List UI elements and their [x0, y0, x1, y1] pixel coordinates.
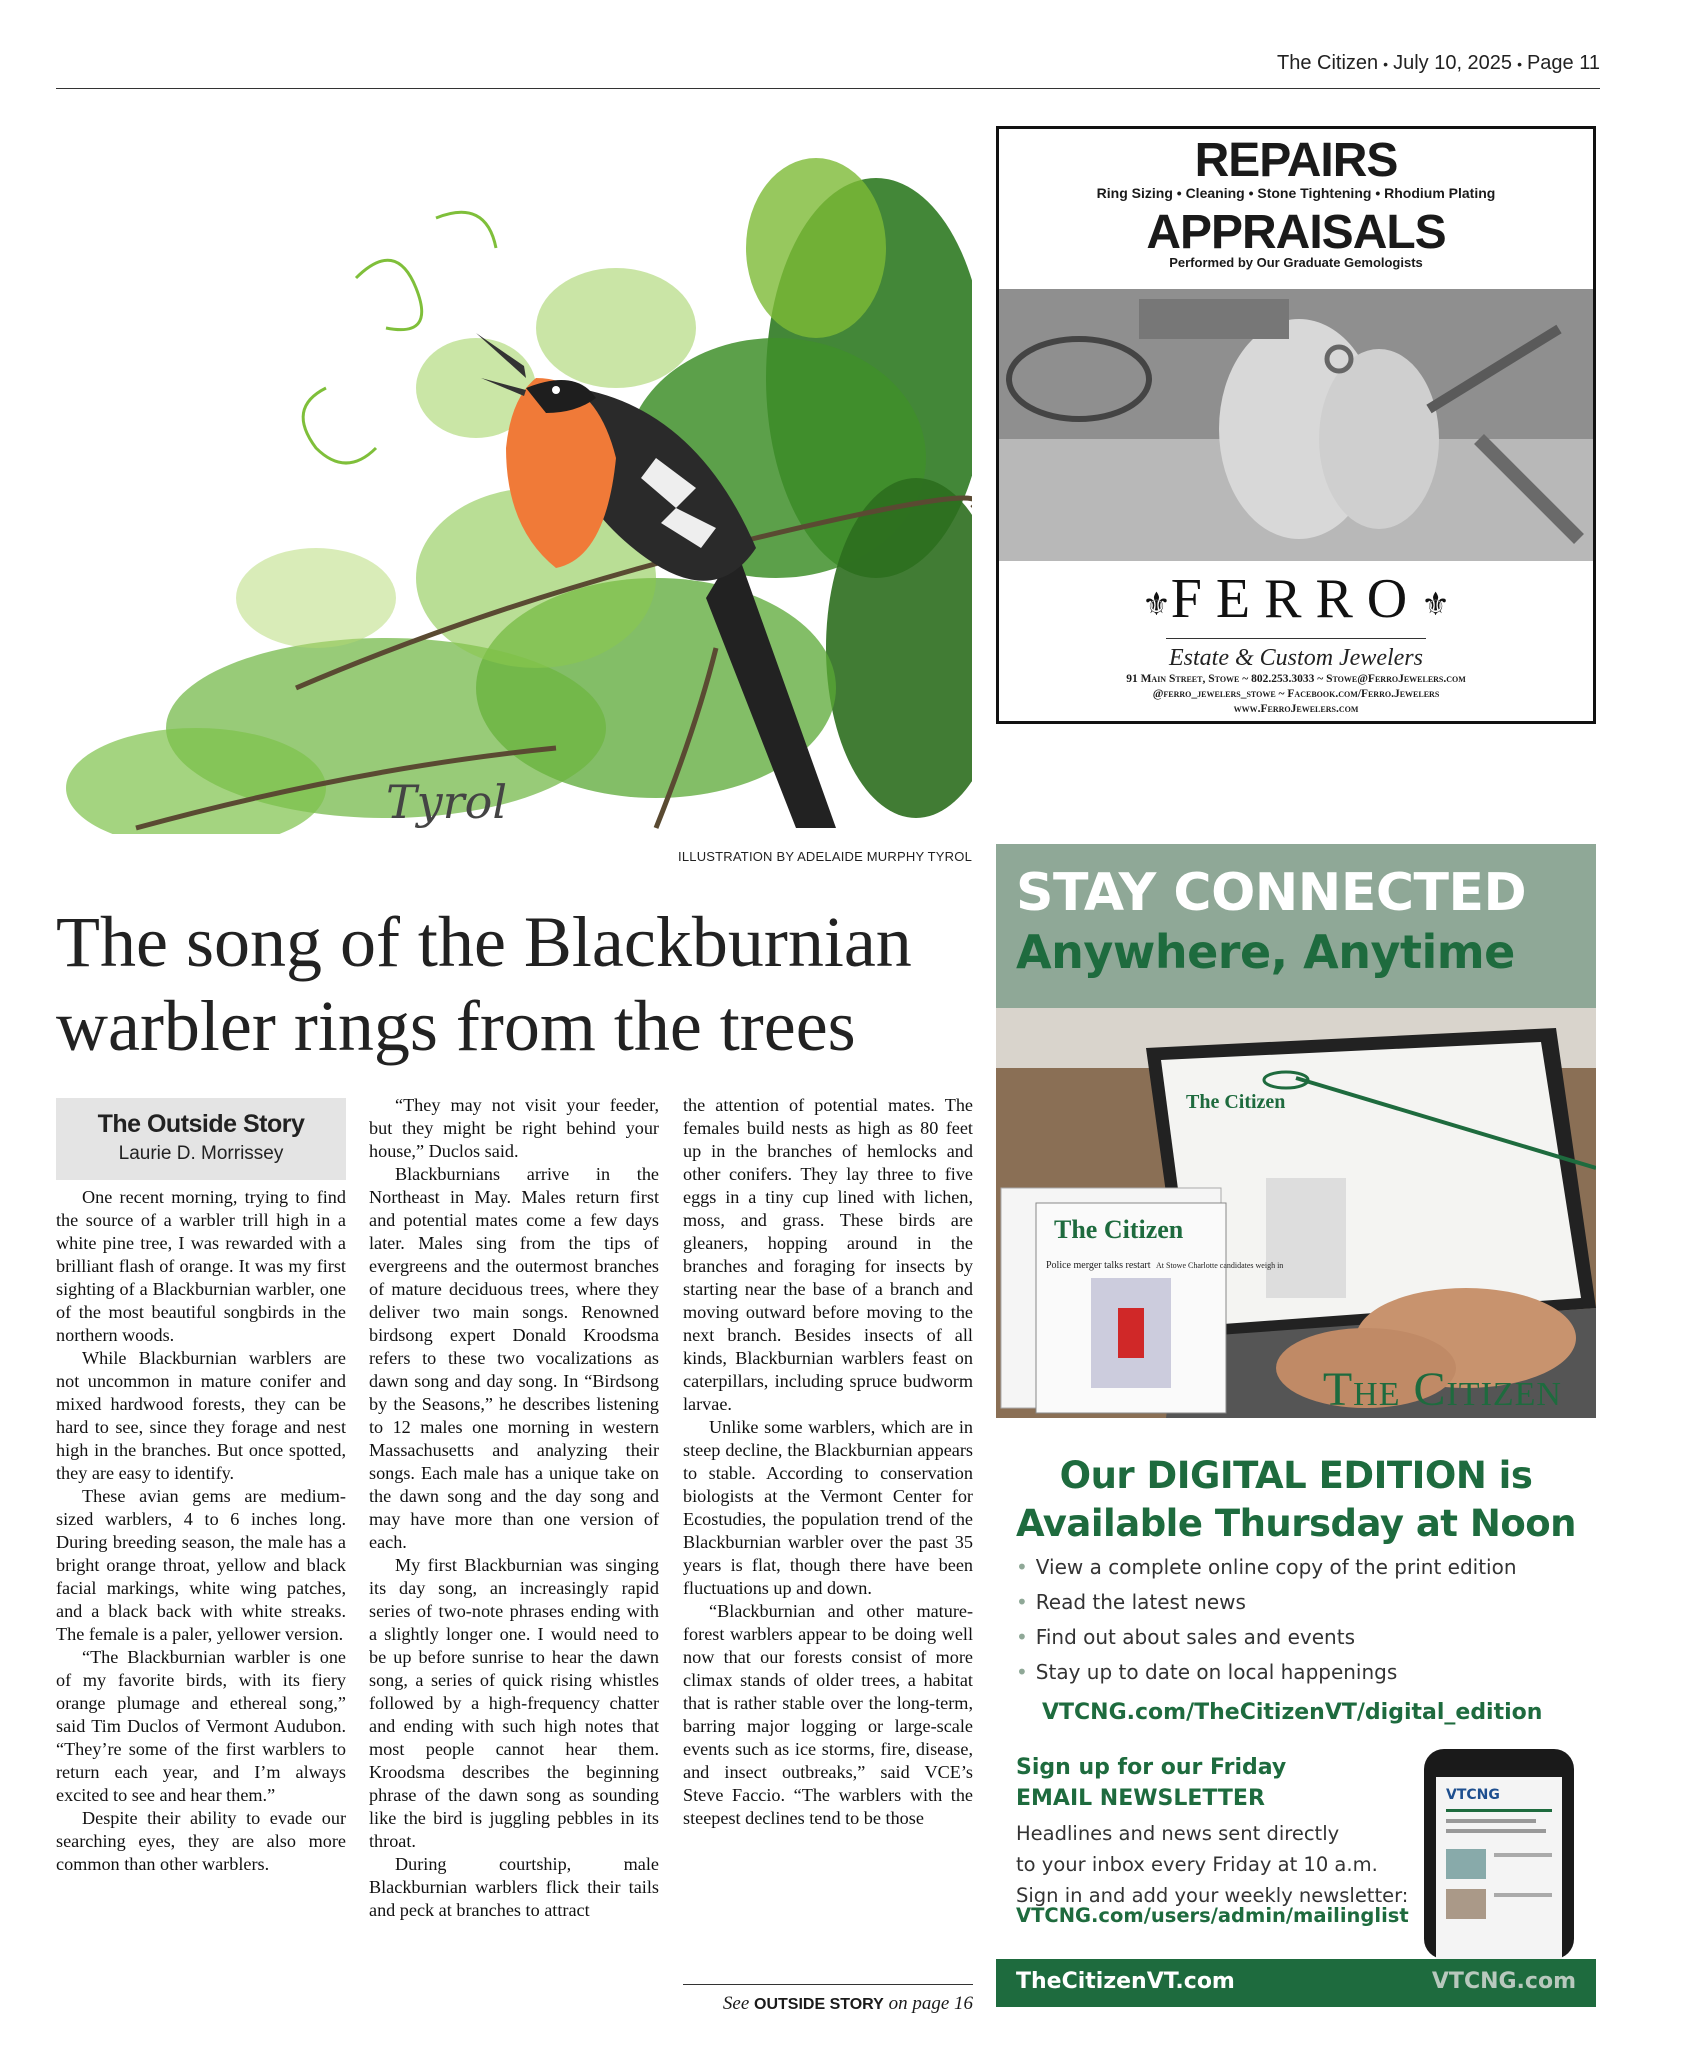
list-item: • View a complete online copy of the print edition — [1016, 1550, 1517, 1585]
ferro-logo: ⚜FERRO⚜ — [1142, 568, 1450, 630]
folio: The Citizen • July 10, 2025 • Page 11 — [1277, 52, 1600, 74]
paper-name: The Citizen — [1277, 52, 1379, 74]
paragraph: “Blackburnian and other mature-forest warblers appear to be doing well now that our forests consist of more climax stands of older trees, a habitat that is rather stable over the long-term, barring major logging or large-scale events such as ice storms, fire, disease, and insect outbreaks,” said VCE’s Steve Faccio. “The warblers with the steepest declines tend to be those — [683, 1601, 973, 1828]
page-header — [56, 50, 1600, 89]
appraisals-heading: APPRAISALS — [1146, 206, 1446, 259]
ferro-website[interactable]: www.FerroJewelers.com — [1233, 703, 1359, 716]
paragraph: During courtship, male Blackburnian warblers flick their tails and peck at branches to attract — [369, 1854, 659, 1920]
illustration-credit: ILLUSTRATION BY ADELAIDE MURPHY TYROL — [678, 849, 972, 864]
warbler-illustration — [56, 128, 972, 834]
services-list: Ring Sizing • Cleaning • Stone Tightening • Rhodium Plating — [1096, 185, 1496, 201]
phone-logo: VTCNG — [1446, 1787, 1500, 1803]
paragraph: While Blackburnian warblers are not uncommon in mature conifer and mixed hardwood forests, they can be hard to see, since they forage and nest high in the branches. But once spotted, they are easy to identify. — [56, 1348, 346, 1483]
ferro-brand-block — [999, 569, 1593, 717]
digital-benefits-list — [1016, 1550, 1517, 1690]
column-title: The Outside Story — [97, 1110, 305, 1138]
screen-logo: The Citizen — [1186, 1091, 1286, 1113]
paragraph: Blackburnians arrive in the Northeast in May. Males return first and potential mates come a few days later. Males sing from the tips of evergreens and the outermost branches of mature deciduous trees, where they deliver two main songs. Renowned birdsong expert Donald Kroodsma refers to these two vocalizations as dawn song and day song. In “Birdsong by the Seasons,” he describes listening to 12 males one morning in western Massachusetts and analyzing their songs. Each male has a unique take on the dawn song and the day song and may have more than one version of each. — [369, 1164, 659, 1552]
stay-ad-banner — [996, 844, 1596, 1008]
paragraph: Despite their ability to evade our searching eyes, they are also more common than other warblers. — [56, 1808, 346, 1874]
column-byline-box — [56, 1098, 346, 1180]
citizen-logo: The Citizen — [1322, 1363, 1562, 1416]
page-number: Page 11 — [1526, 52, 1600, 74]
divider — [1166, 638, 1426, 639]
newsletter-signup-link[interactable]: VTCNG.com/users/admin/mailinglist — [1016, 1904, 1409, 1927]
stay-ad-footer — [996, 1959, 1596, 2007]
paragraph: “The Blackburnian warbler is one of my favorite birds, with its fiery orange plumage and ethereal song,” said Tim Duclos of Vermont Audubon. “They’re some of the first warblers to return each year, and I’m always excited to see and hear them.” — [56, 1647, 346, 1805]
jeweler-hands-photo — [999, 289, 1593, 561]
paragraph: These avian gems are medium-sized warblers, 4 to 6 inches long. During breeding season, the male has a bright orange throat, yellow and black facial markings, white wing patches, and a black back with white streaks. The female is a paler, yellower version. — [56, 1486, 346, 1644]
paper-logo: The Citizen — [1054, 1215, 1184, 1244]
jump-line[interactable]: See OUTSIDE STORY on page 16 — [683, 1984, 973, 2015]
ferro-jewelers-ad[interactable] — [996, 126, 1596, 724]
ferro-ad-header — [999, 129, 1593, 289]
warbler-painting — [56, 128, 972, 834]
article-headline: The song of the Blackburnian warbler rings from the trees — [56, 902, 912, 1066]
paper-headline: Police merger talks restart — [1046, 1260, 1151, 1271]
author-name: Laurie D. Morrissey — [118, 1143, 284, 1164]
list-item: • Find out about sales and events — [1016, 1620, 1517, 1655]
article-column-3 — [683, 1094, 973, 1830]
ferro-tagline: Estate & Custom Jewelers — [1169, 645, 1423, 672]
fleur-icon: ⚜ — [1421, 586, 1450, 623]
vtcng-website-link[interactable]: VTCNG.com — [1431, 1969, 1576, 1994]
jeweler-photo-art — [999, 289, 1593, 561]
repairs-heading: REPAIRS — [1194, 134, 1398, 187]
newsletter-heading: Sign up for our Friday EMAIL NEWSLETTER — [1016, 1755, 1287, 1811]
digital-edition-link[interactable]: VTCNG.com/TheCitizenVT/digital_edition — [1042, 1700, 1543, 1725]
laptop-newspaper-photo — [996, 1008, 1596, 1418]
ferro-social: @ferro_jewelers_stowe ~ Facebook.com/Ferro.Jewelers — [1152, 688, 1440, 701]
paragraph: “They may not visit your feeder, but they might be right behind your house,” Duclos said. — [369, 1095, 659, 1161]
article-column-1 — [56, 1186, 346, 1876]
newsletter-description: Headlines and news sent directly to your inbox every Friday at 10 a.m. Sign in and add your weekly newsletter: — [1016, 1822, 1409, 1907]
stay-connected-heading: STAY CONNECTED — [1016, 863, 1527, 923]
anywhere-subheading: Anywhere, Anytime — [1016, 925, 1515, 979]
paragraph: the attention of potential mates. The females build nests as high as 80 feet up in the branches of hemlocks and other conifers. They lay three to five eggs in a tiny cup lined with lichen, moss, and grass. These birds are gleaners, hopping around in the branches and foraging for insects by starting near the base of a branch and moving outward before moving to the next branch. Besides insects of all kinds, Blackburnian warblers feast on caterpillars, including spruce budworm larvae. — [683, 1095, 973, 1414]
list-item: • Stay up to date on local happenings — [1016, 1655, 1517, 1690]
paper-headline: At Stowe Charlotte candidates weigh in — [1156, 1261, 1284, 1270]
article-column-2 — [369, 1094, 659, 1922]
phone-art — [1424, 1749, 1574, 1959]
list-item: • Read the latest news — [1016, 1585, 1517, 1620]
stay-connected-ad[interactable] — [996, 844, 1596, 2007]
paragraph: Unlike some warblers, which are in steep decline, the Blackburnian appears to stable. According to conservation biologists at the Vermont Center for Ecostudies, the population trend of the Blackburnian warbler over the past 35 years is flat, though there have been fluctuations up and down. — [683, 1417, 973, 1598]
digital-edition-heading: Our DIGITAL EDITION is Available Thursday at Noon — [1015, 1454, 1577, 1545]
ferro-address: 91 Main Street, Stowe ~ 802.253.3033 ~ Stowe@FerroJewelers.com — [1126, 673, 1466, 686]
fleur-icon: ⚜ — [1142, 586, 1171, 623]
jump-label: OUTSIDE STORY — [754, 1996, 884, 2013]
artist-signature: Tyrol — [386, 775, 508, 829]
citizen-website-link[interactable]: TheCitizenVT.com — [1016, 1969, 1235, 1994]
paragraph: My first Blackburnian was singing its day song, an increasingly rapid series of two-note phrases ending with a slightly longer one. I would need to be up before sunrise to hear the dawn song, a series of quick rising whistles followed by a high-frequency chatter and ending with such high notes that most people cannot hear them. Kroodsma describes the beginning phrase of the dawn song as sounding like the bird is juggling pebbles in its throat. — [369, 1555, 659, 1851]
laptop-photo-art — [996, 1008, 1596, 1418]
issue-date: July 10, 2025 — [1393, 52, 1513, 74]
gemologists-note: Performed by Our Graduate Gemologists — [1169, 255, 1423, 270]
paragraph: One recent morning, trying to find the source of a warbler trill high in a white pine tree, I was rewarded with a brilliant flash of orange. It was my first sighting of a Blackburnian warbler, one of the most beautiful songbirds in the northern woods. — [56, 1187, 346, 1345]
